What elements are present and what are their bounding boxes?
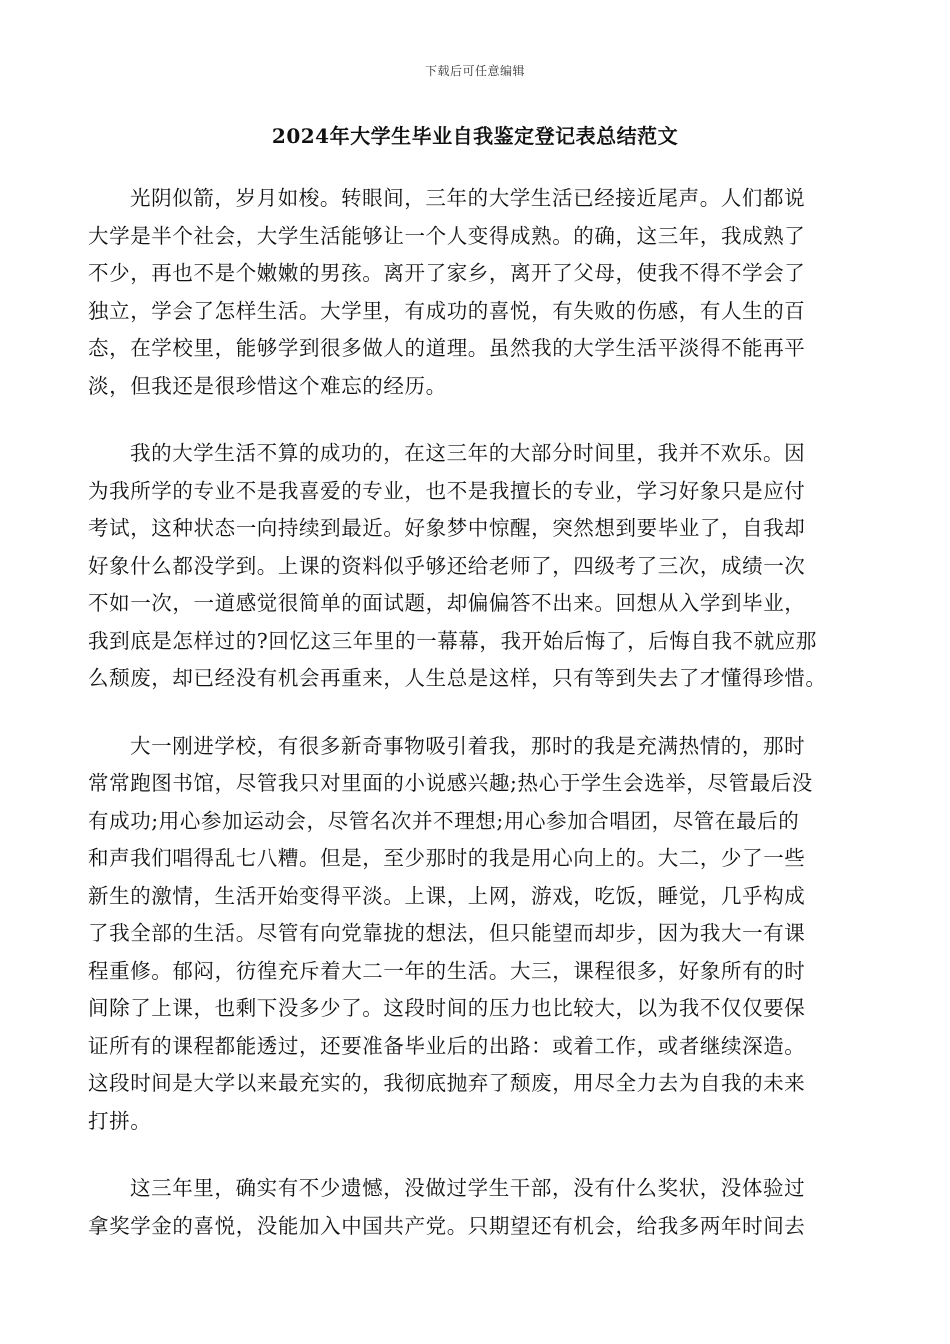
text-line: 淡，但我还是很珍惜这个难忘的经历。 <box>88 373 447 398</box>
paragraph <box>88 728 862 1141</box>
document-body <box>88 180 862 1275</box>
paragraph <box>88 435 862 698</box>
paragraph <box>88 1170 862 1245</box>
document-title: 2024年大学生毕业自我鉴定登记表总结范文 <box>271 124 679 148</box>
text-line: 光阴似箭，岁月如梭。转眼间，三年的大学生活已经接近尾声。人们都说 <box>130 186 806 210</box>
text-line: 证所有的课程都能透过，还要准备毕业后的出路：或着工作，或者继续深造。 <box>88 1033 806 1058</box>
paragraph <box>88 180 862 405</box>
text-line: 程重修。郁闷，彷徨充斥着大二一年的生活。大三，课程很多，好象所有的时 <box>88 958 806 983</box>
text-line: 么颓废，却已经没有机会再重来，人生总是这样，只有等到失去了才懂得珍惜。 <box>88 666 827 690</box>
text-line: 不如一次，一道感觉很简单的面试题，却偏偏答不出来。回想从入学到毕业， <box>88 591 806 615</box>
text-line: 有成功;用心参加运动会，尽管名次并不理想;用心参加合唱团，尽管在最后的 <box>88 808 800 833</box>
text-line: 态，在学校里，能够学到很多做人的道理。虽然我的大学生活平淡得不能再平 <box>88 336 806 360</box>
text-line: 好象什么都没学到。上课的资料似乎够还给老师了，四级考了三次，成绩一次 <box>88 553 806 578</box>
text-line: 了我全部的生活。尽管有向党靠拢的想法，但只能望而却步，因为我大一有课 <box>88 921 806 945</box>
text-line: 和声我们唱得乱七八糟。但是，至少那时的我是用心向上的。大二，少了一些 <box>88 846 806 870</box>
text-line: 这三年里，确实有不少遗憾，没做过学生干部，没有什么奖状，没体验过 <box>130 1176 806 1200</box>
text-line: 我到底是怎样过的?回忆这三年里的一幕幕，我开始后悔了，后悔自我不就应那 <box>88 628 817 653</box>
text-line: 打拼。 <box>88 1108 152 1133</box>
text-line: 间除了上课，也剩下没多少了。这段时间的压力也比较大，以为我不仅仅要保 <box>88 996 806 1020</box>
text-line: 独立，学会了怎样生活。大学里，有成功的喜悦，有失败的伤感，有人生的百 <box>88 298 806 323</box>
text-line: 新生的激情，生活开始变得平淡。上课，上网，游戏，吃饭，睡觉，几乎构成 <box>88 883 806 908</box>
header-note: 下载后可任意编辑 <box>424 64 525 78</box>
text-line: 不少，再也不是个嫩嫩的男孩。离开了家乡，离开了父母，使我不得不学会了 <box>88 261 806 285</box>
text-line: 为我所学的专业不是我喜爱的专业，也不是我擅长的专业，学习好象只是应付 <box>88 478 806 503</box>
text-line: 拿奖学金的喜悦，没能加入中国共产党。只期望还有机会，给我多两年时间去 <box>88 1213 806 1238</box>
text-line: 这段时间是大学以来最充实的，我彻底抛弃了颓废，用尽全力去为自我的未来 <box>88 1071 806 1095</box>
text-line: 我的大学生活不算的成功的，在这三年的大部分时间里，我并不欢乐。因 <box>130 441 806 465</box>
text-line: 大学是半个社会，大学生活能够让一个人变得成熟。的确，这三年，我成熟了 <box>88 223 806 248</box>
text-line: 大一刚进学校，有很多新奇事物吸引着我，那时的我是充满热情的，那时 <box>130 733 806 758</box>
text-line: 考试，这种状态一向持续到最近。好象梦中惊醒，突然想到要毕业了，自我却 <box>88 516 806 540</box>
text-line: 常常跑图书馆，尽管我只对里面的小说感兴趣;热心于学生会选举，尽管最后没 <box>88 771 813 795</box>
